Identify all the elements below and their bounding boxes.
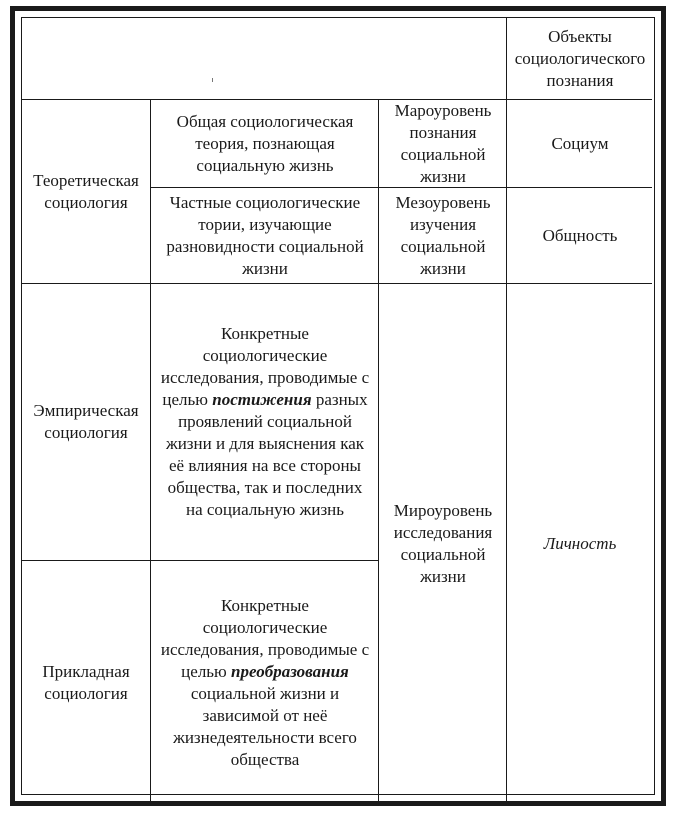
applied-sociology-text: Прикладная социология <box>42 661 130 703</box>
empirical-emphasis: постижения <box>212 390 312 409</box>
socium-text: Социум <box>551 133 609 153</box>
personality-cell <box>508 284 652 804</box>
header-objects <box>508 18 652 99</box>
micro-level-text: Мироуровень исследования социальной жизни <box>393 501 493 586</box>
general-theory-cell <box>152 100 378 187</box>
scan-speck <box>212 78 213 82</box>
empirical-text-start: Конкретные социологические исследования, проводимые с целью <box>160 324 370 409</box>
col-divider-3 <box>506 18 507 804</box>
personality-text: Личность <box>543 534 617 553</box>
applied-research-text <box>160 595 370 771</box>
socium-cell <box>508 100 652 187</box>
theoretical-sociology-text: Теоретическая социология <box>33 170 139 212</box>
macro-level-text: Мароуровень познания социальной жизни <box>394 100 492 186</box>
partial-theories-cell <box>152 188 378 283</box>
col-divider-2 <box>378 99 379 804</box>
partial-theories-text: Частные социологические тории, изучающие разновидности социальной жизни <box>166 192 364 278</box>
meso-level-cell <box>380 188 506 283</box>
meso-level-text: Мезоуровень изучения социальной жизни <box>395 192 491 278</box>
empirical-sociology-label <box>22 284 150 560</box>
macro-level-cell <box>380 100 506 187</box>
empirical-sociology-text: Эмпирическая социология <box>33 401 139 442</box>
theoretical-sociology-label <box>22 100 150 283</box>
empirical-research-text <box>160 323 370 521</box>
community-cell <box>508 188 652 283</box>
applied-text-end: социальной жизни и зависимой от неё жизнедеятельности всего общества <box>173 683 357 769</box>
applied-emphasis: преобразования <box>231 661 349 681</box>
sociology-levels-table <box>21 17 655 795</box>
micro-level-cell <box>380 284 506 804</box>
col-divider-1 <box>150 99 151 804</box>
applied-sociology-label <box>22 561 150 804</box>
applied-text-start: Конкретные социологические исследования, проводимые с целью <box>160 595 370 681</box>
community-text: Общность <box>542 225 618 245</box>
applied-research-cell <box>152 561 378 804</box>
header-objects-text: Объекты социологического познания <box>514 26 646 90</box>
general-theory-text: Общая социологическая теория, познающая социальную жизнь <box>176 111 354 175</box>
empirical-text-end: разных проявлений социальной жизни и для выяснения как её влияния на все стороны общества, так и последних на социальную жизнь <box>165 390 368 519</box>
empirical-research-cell <box>152 284 378 560</box>
table-frame <box>10 6 666 806</box>
